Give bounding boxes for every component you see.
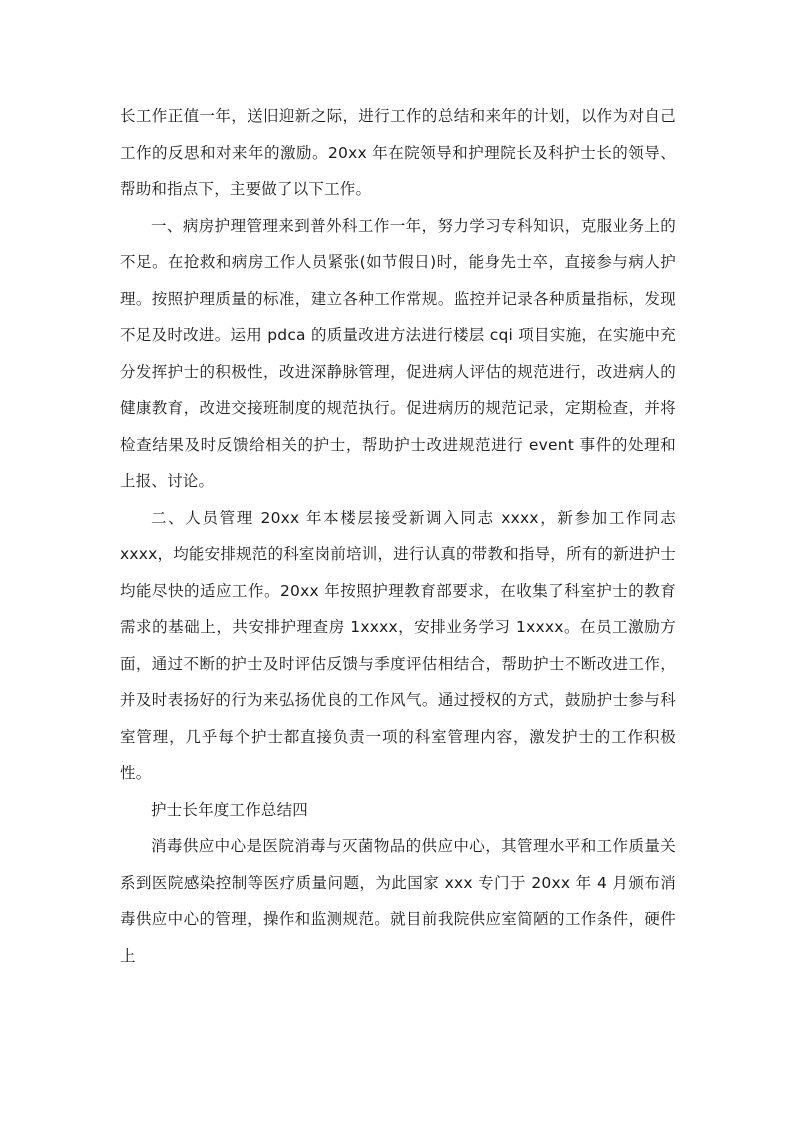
section-heading: 护士长年度工作总结四: [151, 800, 309, 819]
paragraph-closing: 消毒供应中心是医院消毒与灭菌物品的供应中心，其管理水平和工作质量关系到医院感染控制等医疗质量问题，为此国家 xxx 专门于 20xx 年 4 月颁布消毒供应中心的管理，操作和监测规范。就目前我院供应室简陋的工作条件，硬件上: [120, 837, 676, 965]
document-page: [120, 98, 676, 974]
paragraph-section-two: 二、人员管理 20xx 年本楼层接受新调入同志 xxxx，新参加工作同志 xxxx，均能安排规范的科室岗前培训，进行认真的带教和指导，所有的新进护士均能尽快的适应工作。20xx 年按照护理教育部要求，在收集了科室护士的教育需求的基础上，共安排护理查房 1xxxx，安排业务学习 1xxxx。在员工激励方面，通过不断的护士及时评估反馈与季度评估相结合，帮助护士不断改进工作，并及时表扬好的行为来弘扬优良的工作风气。通过授权的方式，鼓励护士参与科室管理，几乎每个护士都直接负责一项的科室管理内容，激发护士的工作积极性。: [120, 508, 676, 782]
paragraph-section-one: 一、病房护理管理来到普外科工作一年，努力学习专科知识，克服业务上的不足。在抢救和病房工作人员紧张(如节假日)时，能身先士卒，直接参与病人护理。按照护理质量的标准，建立各种工作常规。监控并记录各种质量指标，发现不足及时改进。运用 pdca 的质量改进方法进行楼层 cqi 项目实施，在实施中充分发挥护士的积极性，改进深静脉管理，促进病人评估的规范进行，改进病人的健康教育，改进交接班制度的规范执行。促进病历的规范记录，定期检查，并将检查结果及时反馈给相关的护士，帮助护士改进规范进行 event 事件的处理和上报、讨论。: [120, 216, 676, 490]
paragraph-intro: 长工作正值一年，送旧迎新之际，进行工作的总结和来年的计划，以作为对自己工作的反思和对来年的激励。20xx 年在院领导和护理院长及科护士长的领导、帮助和指点下，主要做了以下工作。: [120, 107, 676, 198]
